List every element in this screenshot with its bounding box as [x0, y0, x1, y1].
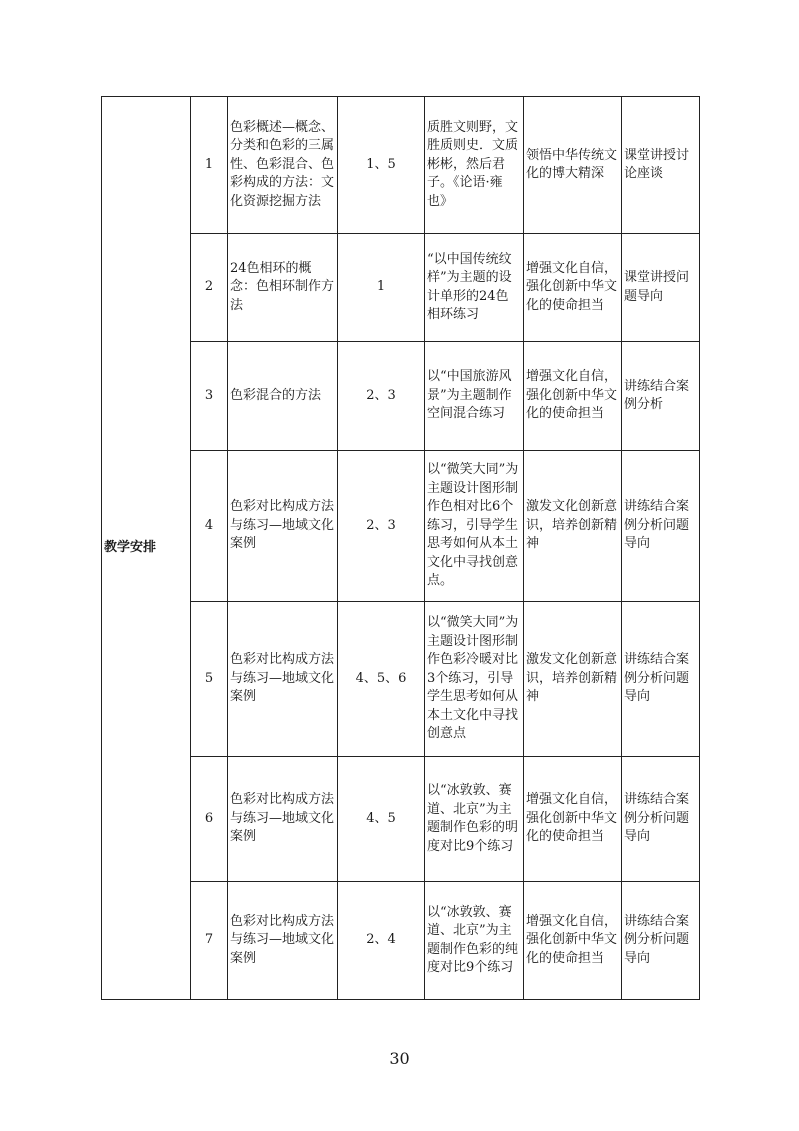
- teaching-method: 课堂讲授问题导向: [622, 234, 700, 342]
- row-number: 6: [191, 757, 228, 882]
- ideological-element: 以“冰敦敦、赛道、北京”为主题制作色彩的纯度对比9个练习: [425, 882, 524, 1000]
- ideological-element: 质胜文则野，文胜质则史．文质彬彬，然后君子。《论语·雍也》: [425, 97, 524, 234]
- chapter-numbers: 1、5: [338, 97, 425, 234]
- table-row: [102, 234, 700, 342]
- education-goal: 增强文化自信，强化创新中华文化的使命担当: [524, 342, 622, 451]
- education-goal: 领悟中华传统文化的博大精深: [524, 97, 622, 234]
- page-number: 30: [389, 1049, 410, 1068]
- chapter-numbers: 2、3: [338, 342, 425, 451]
- table-row: [102, 757, 700, 882]
- chapter-numbers: 1: [338, 234, 425, 342]
- teaching-content: 24色相环的概念：色相环制作方法: [228, 234, 338, 342]
- education-goal: 增强文化自信，强化创新中华文化的使命担当: [524, 234, 622, 342]
- row-number: 5: [191, 602, 228, 757]
- chapter-numbers: 4、5、6: [338, 602, 425, 757]
- teaching-method: 讲练结合案例分析问题导向: [622, 757, 700, 882]
- teaching-method: 讲练结合案例分析问题导向: [622, 882, 700, 1000]
- ideological-element: “以中国传统纹样”为主题的设计单形的24色相环练习: [425, 234, 524, 342]
- teaching-content: 色彩对比构成方法与练习—地域文化案例: [228, 602, 338, 757]
- row-number: 7: [191, 882, 228, 1000]
- section-label: 教学安排: [102, 97, 191, 1000]
- row-number: 4: [191, 451, 228, 602]
- teaching-content: 色彩对比构成方法与练习—地域文化案例: [228, 451, 338, 602]
- ideological-element: 以“微笑大同”为主题设计图形制作色彩冷暖对比3个练习，引导学生思考如何从本土文化中寻找创意点: [425, 602, 524, 757]
- education-goal: 激发文化创新意识，培养创新精神: [524, 451, 622, 602]
- row-number: 1: [191, 97, 228, 234]
- teaching-content: 色彩概述—概念、分类和色彩的三属性、色彩混合、色彩构成的方法：文化资源挖掘方法: [228, 97, 338, 234]
- education-goal: 增强文化自信，强化创新中华文化的使命担当: [524, 757, 622, 882]
- teaching-content: 色彩对比构成方法与练习—地域文化案例: [228, 882, 338, 1000]
- table-row: [102, 97, 700, 234]
- table-row: [102, 602, 700, 757]
- education-goal: 激发文化创新意识，培养创新精神: [524, 602, 622, 757]
- teaching-method: 讲练结合案例分析问题导向: [622, 602, 700, 757]
- chapter-numbers: 2、4: [338, 882, 425, 1000]
- row-number: 2: [191, 234, 228, 342]
- table-row: [102, 882, 700, 1000]
- table-row: [102, 451, 700, 602]
- teaching-content: 色彩对比构成方法与练习—地域文化案例: [228, 757, 338, 882]
- teaching-method: 讲练结合案例分析: [622, 342, 700, 451]
- table-row: [102, 342, 700, 451]
- teaching-content: 色彩混合的方法: [228, 342, 338, 451]
- teaching-schedule-table: [101, 96, 700, 1000]
- ideological-element: 以“中国旅游风景”为主题制作空间混合练习: [425, 342, 524, 451]
- chapter-numbers: 2、3: [338, 451, 425, 602]
- teaching-method: 课堂讲授讨论座谈: [622, 97, 700, 234]
- education-goal: 增强文化自信，强化创新中华文化的使命担当: [524, 882, 622, 1000]
- ideological-element: 以“冰敦敦、赛道、北京”为主题制作色彩的明度对比9个练习: [425, 757, 524, 882]
- row-number: 3: [191, 342, 228, 451]
- ideological-element: 以“微笑大同”为主题设计图形制作色相对比6个练习，引导学生思考如何从本土文化中寻找创意点。: [425, 451, 524, 602]
- teaching-method: 讲练结合案例分析问题导向: [622, 451, 700, 602]
- chapter-numbers: 4、5: [338, 757, 425, 882]
